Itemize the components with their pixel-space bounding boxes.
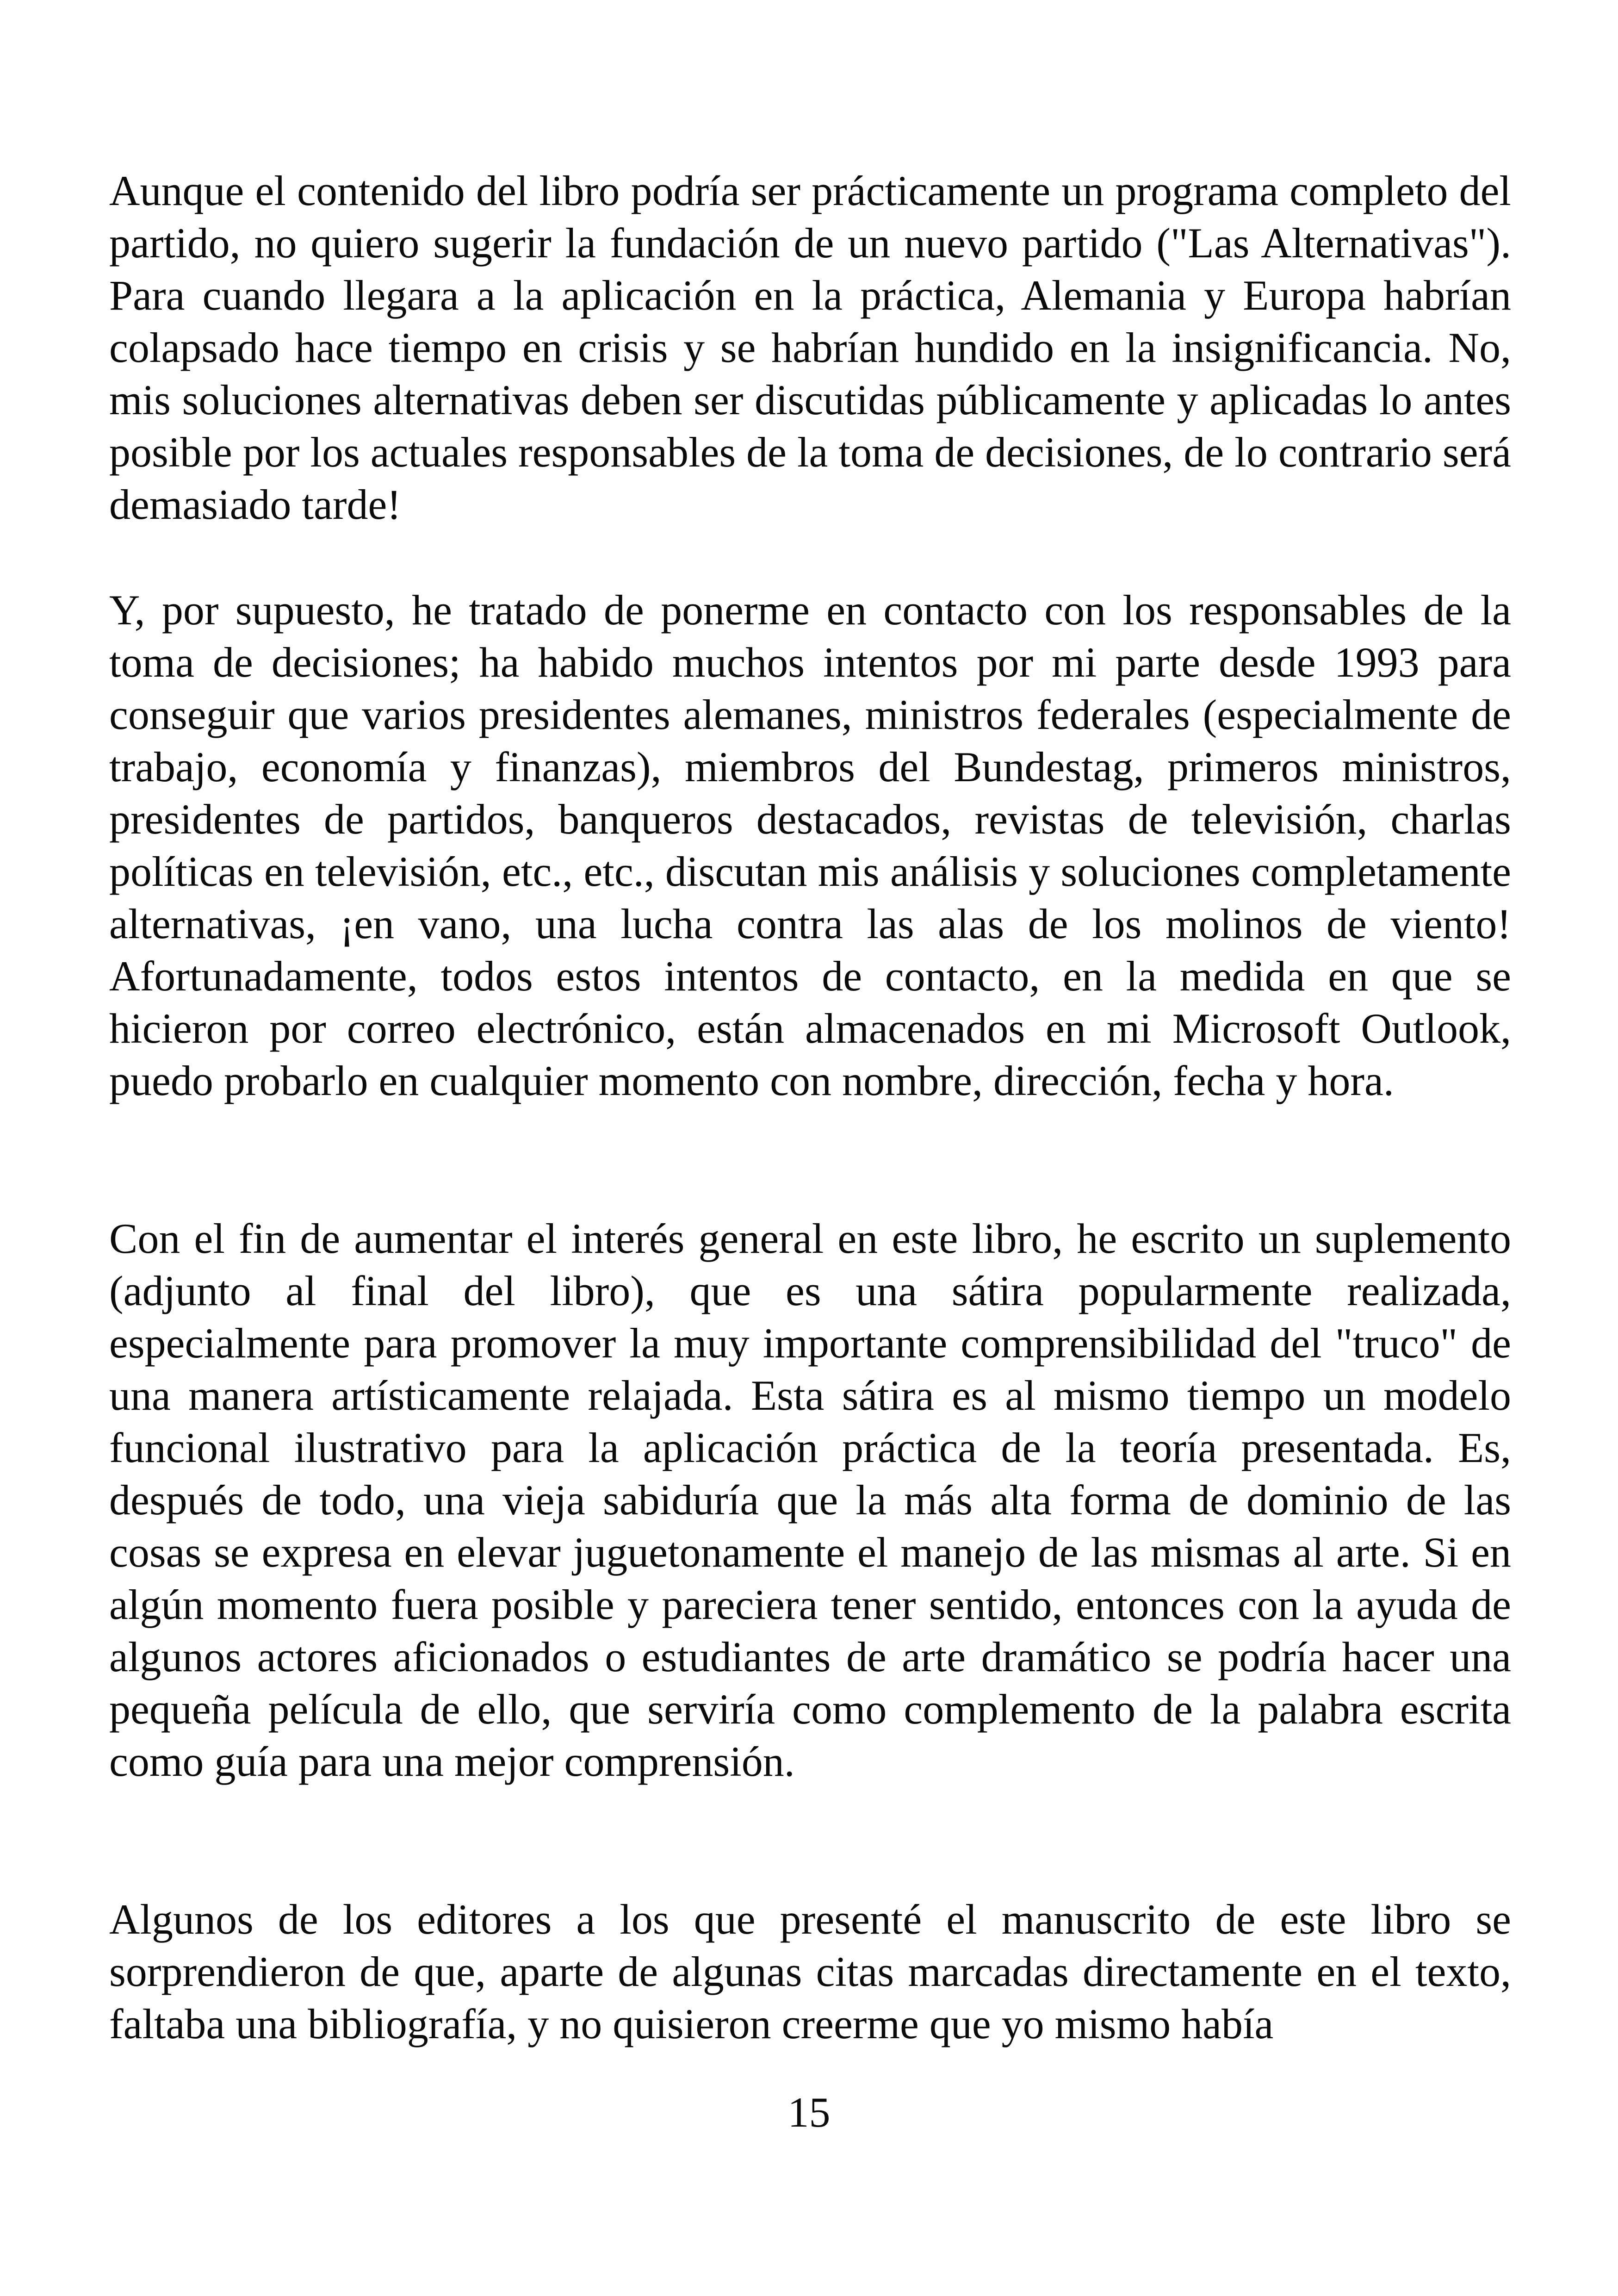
paragraph: Y, por supuesto, he tratado de ponerme en contacto con los responsables de la toma de decisiones; ha habido muchos intentos por mi parte desde 1993 para conseguir que varios presidentes alemanes, ministros federales (especialmente de trabajo, economía y finanzas), miembros del Bundestag, primeros ministros, presidentes de partidos, banqueros destacados, revistas de televisión, charlas políticas en televisión, etc., etc., discutan mis análisis y soluciones completamente alternativas, ¡en vano, una lucha contra las alas de los molinos de viento! Afortunadamente, todos estos intentos de contacto, en la medida en que se hicieron por correo electrónico, están almacenados en mi Microsoft Outlook, puedo probarlo en cualquier momento con nombre, dirección, fecha y hora. <box>109 586 1511 1104</box>
page-number: 15 <box>787 2089 831 2136</box>
paragraph: Con el fin de aumentar el interés general en este libro, he escrito un suplemento (adjunto al final del libro), que es una sátira popularmente realizada, especialmente para promover la muy importante comprensibilidad del "truco" de una manera artísticamente relajada. Esta sátira es al mismo tiempo un modelo funcional ilustrativo para la aplicación práctica de la teoría presentada. Es, después de todo, una vieja sabiduría que la más alta forma de dominio de las cosas se expresa en elevar juguetonamente el manejo de las mismas al arte. Si en algún momento fuera posible y pareciera tener sentido, entonces con la ayuda de algunos actores aficionados o estudiantes de arte dramático se podría hacer una pequeña película de ello, que serviría como complemento de la palabra escrita como guía para una mejor comprensión. <box>109 1215 1511 1785</box>
paragraph: Algunos de los editores a los que presenté el manuscrito de este libro se sorprendieron de que, aparte de algunas citas marcadas directamente en el texto, faltaba una bibliografía, y no quisieron creerme que yo mismo había <box>109 1896 1511 2047</box>
paragraph: Aunque el contenido del libro podría ser prácticamente un programa completo del partido, no quiero sugerir la fundación de un nuevo partido ("Las Alternativas"). Para cuando llegara a la aplicación en la práctica, Alemania y Europa habrían colapsado hace tiempo en crisis y se habrían hundido en la insignificancia. No, mis soluciones alternativas deben ser discutidas públicamente y aplicadas lo antes posible por los actuales responsables de la toma de decisiones, de lo contrario será demasiado tarde! <box>109 167 1511 528</box>
